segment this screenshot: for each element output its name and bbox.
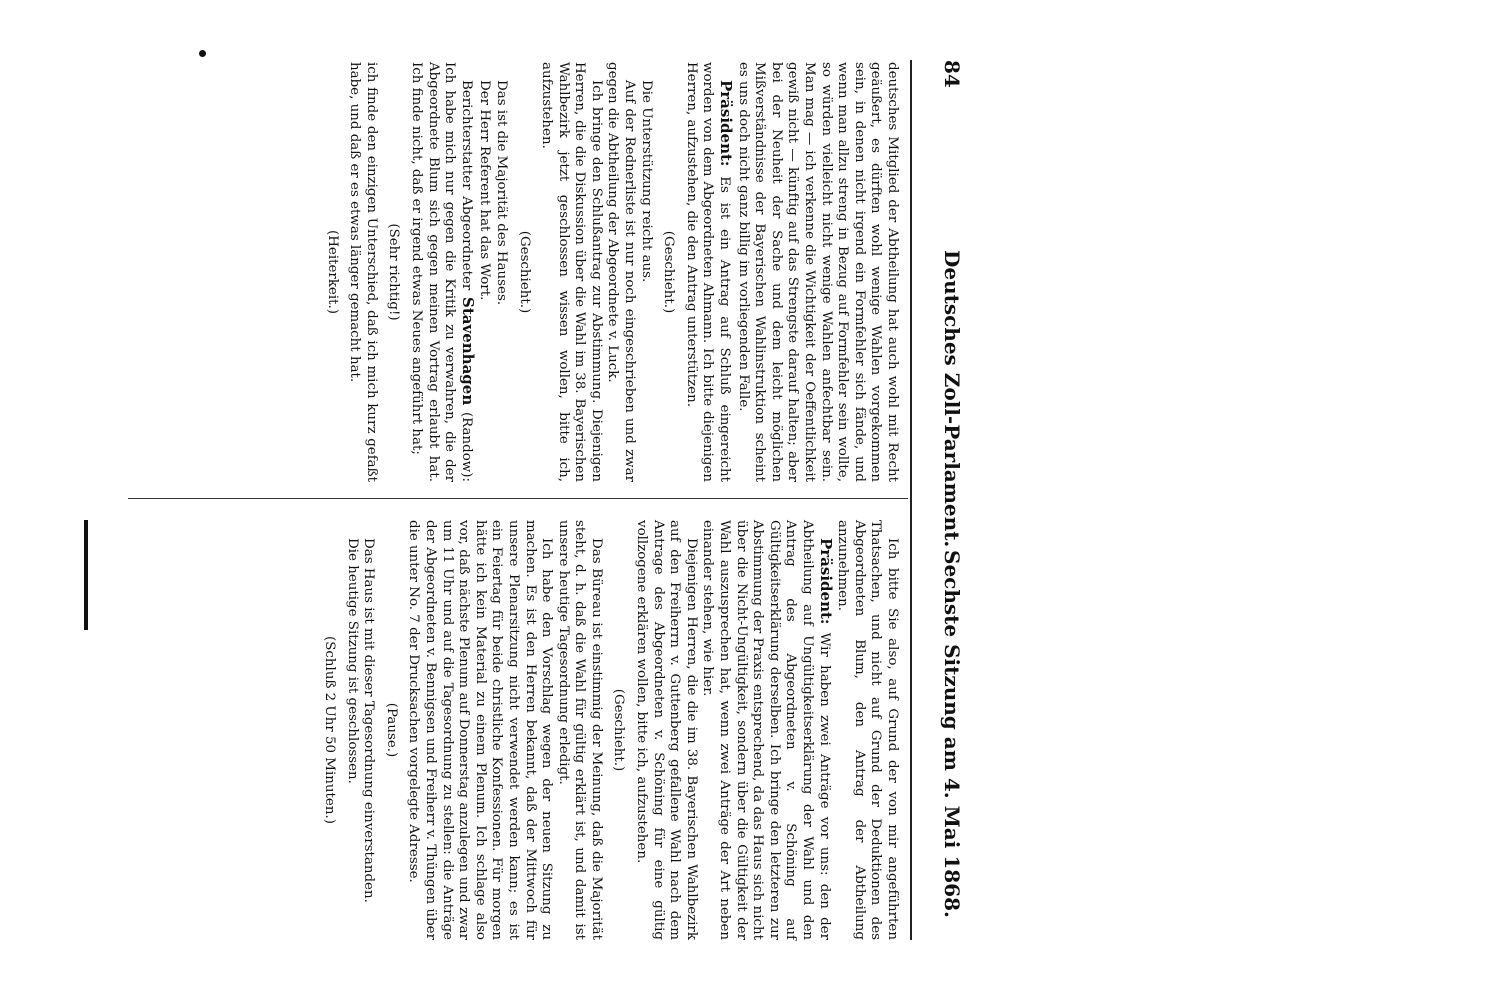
stage-direction: (Heiterkeit.) [324,230,340,314]
paragraph-text: (Randow): Ich habe mich nur gegen die Kritik zu verwahren, die der Abgeordnete Blum sich gegen meinen Vortrag erlaubt hat. Ich finde nicht, daß er irgend etwas Neues angeführt hat; [408,62,474,482]
speaker-label: Stavenhagen [458,297,477,406]
paragraph: Der Herr Referent hat das Wort. [477,80,493,301]
scan-artifact-line [84,520,88,630]
page-number: 84 [940,60,964,88]
paragraph: Auf der Rednerliste ist nur noch eingeschrieben und zwar gegen die Abtheilung der Abgeordnete v. Luck. [605,62,638,482]
stage-direction: (Geschieht.) [661,230,677,314]
journal-title: Deutsches Zoll-Parlament. [940,250,964,548]
stage-direction: (Schluß 2 Uhr 50 Minuten.) [322,636,337,824]
paragraph: Das ist die Majorität des Hauses. [493,80,509,306]
paragraph: Ich habe den Vorschlag wegen der neuen Sitzung zu machen. Es ist den Herren bekannt, daß der Mittwoch für unsere Plenarsitzung nicht verwendet werden kann; es ist ein Feiertag für beide christliche Konfessionen. Für morgen hätte ich kein Material zu einem Plenum. Ich schlage also vor, daß nächste Plenum auf Donnerstag anzulegen und zwar um 11 Uhr und auf die Tagesordnung zu stellen: die Anträge der Abgeordneten v. Bennigsen und Freiherr v. Thüngen über die unter No. 7 der Drucksachen vorgelegte Adresse. [406,520,555,940]
paragraph: Ich bitte Sie also, auf Grund der von mir angeführten Thatsachen, und nicht auf Grund der Deduktionen des Abgeordneten Blum, den Antrag der Abtheilung anzunehmen. [835,520,900,940]
paragraph: Die heutige Sitzung ist geschlossen. [344,538,360,784]
page-header [928,60,964,940]
session-title: Sechste Sitzung am 4. Mai 1868. [940,550,964,918]
paragraph: Das Haus ist mit dieser Tagesordnung einverstanden. [361,538,377,903]
header-rule [910,60,912,940]
left-column [317,62,900,482]
speaker-label: Präsident: [816,538,835,625]
paragraph: Diejenigen Herren, die die im 38. Bayerischen Wahlbezirk auf den Freiherrn v. Guttenberg gefallene Wahl nach dem Antrage des Abgeordneten v. Schöning für eine gültig vollzogene erklären wollen, bitte ich, aufzustehen. [634,520,699,940]
paragraph [699,520,834,940]
paragraph [407,62,475,482]
column-divider [128,498,908,499]
stage-direction: (Pause.) [383,702,399,758]
paragraph [682,62,734,482]
paragraph-text: Es ist ein Antrag auf Schluß eingereicht worden von dem Abgeordneten Ahmann. Ich bitte diejenigen Herren, aufzustehen, die den Antrag unterstützen. [683,62,733,482]
paragraph: Ich bringe den Schlußantrag zur Abstimmung. Diejenigen Herren, die die Diskussion über die Wahl im 38. Bayerischen Wahlbezirk jetzt geschlossen wissen wollen, bitte ich, aufzustehen. [539,62,604,482]
paragraph: Das Büreau ist einstimmig der Meinung, daß die Majorität steht, d. h. daß die Wahl für gültig erklärt ist, und damit ist unsere heutige Tagesordnung erledigt. [555,520,604,940]
paragraph: ich finde den einzigen Unterschied, daß ich mich kurz gefaßt habe, und daß er es etwas länger gemacht hat. [347,62,379,482]
paragraph-text: Wir haben zwei Anträge vor uns: den der Abtheilung auf Ungültigkeitserklärung der Wahl und den Antrag des Abgeordneten v. Schöning auf Gültigkeitserklärung derselben. Ich bringe den letzteren zur Abstimmung der Praxis entsprechend, da das Haus sich nicht über die Nicht-Ungültigkeit, sondern über die Gültigkeit der Wahl auszusprechen hat, wenn zwei Anträge der Art neben einander stehen, wie hier. [700,520,832,940]
stage-direction: (Geschieht.) [516,230,532,314]
speaker-label: Präsident: [717,80,736,167]
paragraph: deutsches Mitglied der Abtheilung hat auch wohl mit Recht geäußert, es dürften wohl wenige Wahlen vorgekommen sein, in denen nicht irgend ein Formfehler sich fände, und wenn man allzu streng in Bezug auf Formfehler sein wollte, so würden vielleicht nicht wenige Wahlen anfechtbar sein. Man mag — ich verkenne die Wichtigkeit der Oeffentlichkeit gewiß nicht — künftig auf das Strengste darauf halten; aber bei der Neuheit der Sache und dem leicht möglichen Mißverständnisse der Bayerischen Wahlinstruktion scheint es uns doch nicht ganz billig im vorliegenden Falle. [735,62,900,482]
paragraph-text: Berichterstatter Abgeordneter [458,80,474,298]
stage-direction: (Geschieht.) [611,688,627,772]
right-column [314,520,900,940]
stage-direction: (Sehr richtig!) [386,223,402,321]
paragraph: Die Unterstützung reicht aus. [638,80,654,283]
scan-artifact-dot [199,50,206,57]
